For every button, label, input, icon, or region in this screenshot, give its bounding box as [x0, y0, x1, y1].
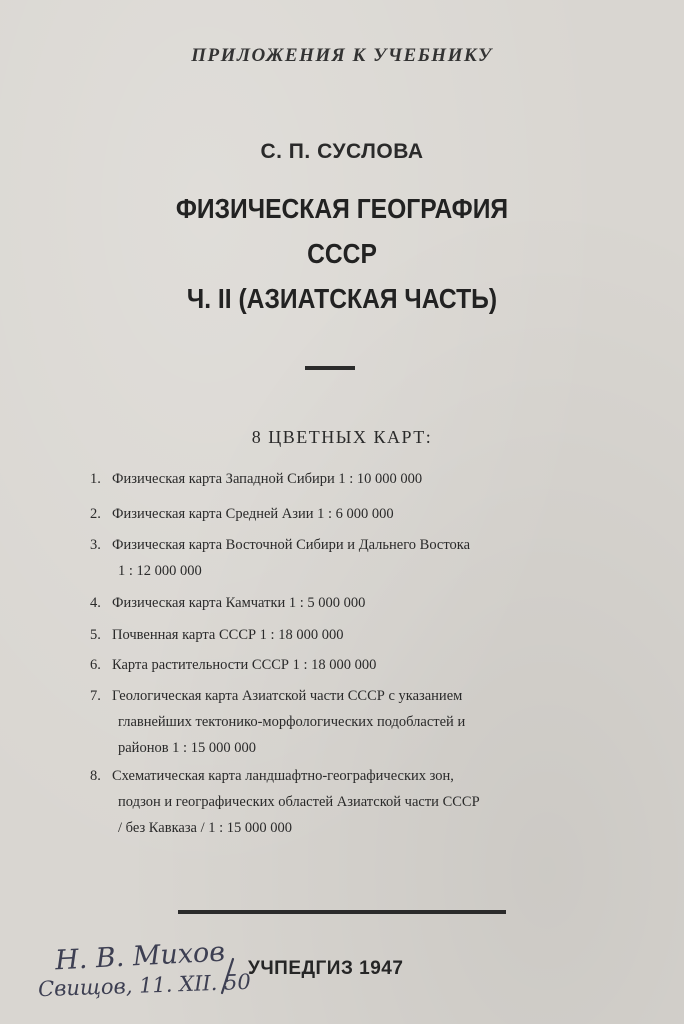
map-list-item: [90, 501, 590, 527]
map-item-text: Схематическая карта ландшафтно-географических зон,: [112, 768, 454, 784]
map-list-item: [90, 622, 590, 648]
map-item-text-continued: подзон и географических областей Азиатской части СССР: [118, 794, 480, 810]
handwritten-place-date: Свищов, 11. XII. 50: [37, 969, 252, 1002]
map-item-text: Геологическая карта Азиатской части СССР с указанием: [112, 688, 463, 704]
map-list-item: [90, 652, 590, 678]
map-item-number: 1.: [90, 471, 101, 487]
title-divider: [305, 366, 355, 370]
map-item-text-continued: 1 : 12 000 000: [118, 563, 202, 579]
map-item-text-continued: районов 1 : 15 000 000: [118, 740, 256, 756]
map-item-text: Карта растительности СССР 1 : 18 000 000: [112, 657, 377, 673]
map-item-text: Почвенная карта СССР 1 : 18 000 000: [112, 627, 344, 643]
book-title-line-3: Ч. II (АЗИАТСКАЯ ЧАСТЬ): [186, 283, 498, 314]
map-item-number: 4.: [90, 595, 101, 611]
map-list-item: [90, 590, 590, 616]
map-item-number: 2.: [90, 506, 101, 522]
handwritten-inscription: [0, 915, 260, 1024]
map-item-number: 7.: [90, 688, 101, 704]
author-name: С. П. СУСЛОВА: [260, 140, 424, 163]
maps-heading: 8 ЦВЕТНЫХ КАРТ:: [251, 427, 433, 447]
map-item-text: Физическая карта Средней Азии 1 : 6 000 000: [112, 506, 394, 522]
map-item-number: 8.: [90, 768, 101, 784]
series-label: ПРИЛОЖЕНИЯ К УЧЕБНИКУ: [191, 45, 493, 66]
map-item-number: 3.: [90, 537, 101, 553]
book-title-line-1: ФИЗИЧЕСКАЯ ГЕОГРАФИЯ: [175, 193, 509, 224]
map-item-text: Физическая карта Восточной Сибири и Дальнего Востока: [112, 537, 471, 553]
map-list-item: [90, 683, 590, 761]
map-list-item: [90, 763, 590, 841]
map-item-text: Физическая карта Западной Сибири 1 : 10 000 000: [112, 471, 423, 487]
map-item-number: 6.: [90, 657, 101, 673]
footer-divider: [178, 910, 506, 914]
map-item-number: 5.: [90, 627, 101, 643]
handwritten-name: Н. В. Михов: [54, 936, 226, 977]
map-item-text: Физическая карта Камчатки 1 : 5 000 000: [112, 595, 366, 611]
map-list-item: [90, 466, 590, 492]
publisher-imprint: УЧПЕДГИЗ 1947: [248, 958, 404, 979]
map-item-text-continued: главнейших тектонико-морфологических подобластей и: [118, 714, 466, 730]
map-item-text-continued: / без Кавказа / 1 : 15 000 000: [118, 820, 293, 836]
book-title-line-2: СССР: [307, 238, 377, 269]
map-list-item: [90, 532, 590, 584]
